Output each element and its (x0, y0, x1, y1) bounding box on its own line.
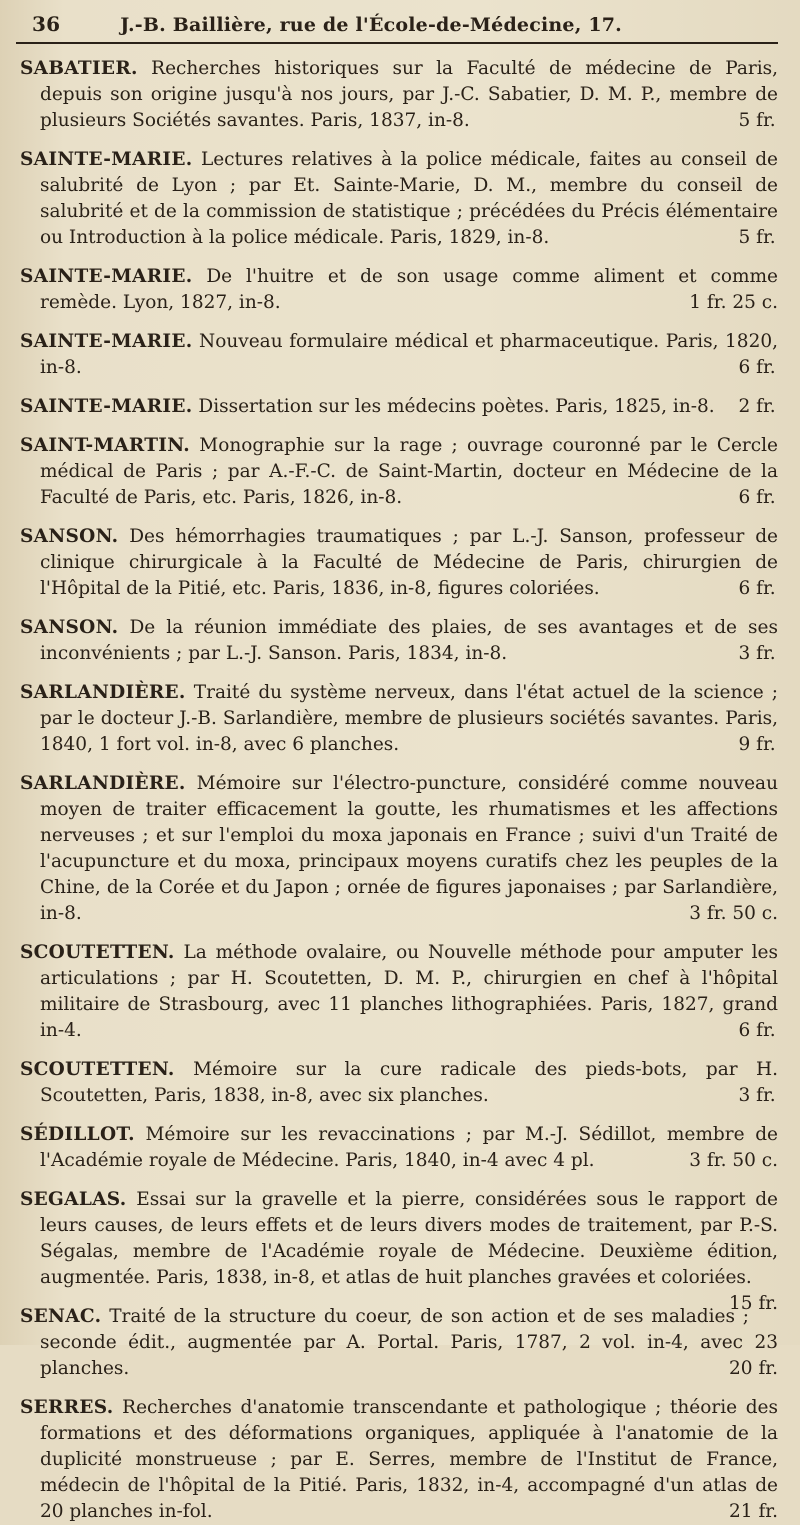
entry-author: SÉDILLOT. (20, 1124, 135, 1145)
entry-author: SCOUTETTEN. (20, 1059, 175, 1080)
entry-price: 5 fr. (738, 227, 776, 248)
page-header (14, 12, 778, 38)
entry-price: 6 fr. (738, 487, 776, 508)
entry-price: 6 fr. (738, 578, 776, 599)
entry-price: 3 fr. (738, 643, 776, 664)
entry-description: Traité de la structure du coeur, de son action et de ses maladies ; seconde édit., augmentée par A. Portal. Paris, 1787, 2 vol. in-4, avec 23 planches. (40, 1306, 778, 1379)
entry-description: De l'huitre et de son usage comme aliment et comme remède. Lyon, 1827, in-8. (40, 266, 778, 313)
entry-description: Traité du système nerveux, dans l'état actuel de la science ; par le docteur J.-B. Sarlandière, membre de plusieurs sociétés savantes. Paris, 1840, 1 fort vol. in-8, avec 6 planches. (40, 682, 778, 755)
entry-author: SERRES. (20, 1397, 114, 1418)
entry-author: SAINTE-MARIE. (20, 331, 193, 352)
entry-price: 20 fr. (729, 1358, 778, 1379)
entry-author: SENAC. (20, 1306, 102, 1327)
entry-description: Recherches d'anatomie transcendante et pathologique ; théorie des formations et des déformations organiques, appliquée à l'anatomie de la duplicité monstrueuse ; par E. Serres, membre de l'Institut de France, médecin de l'hôpital de la Pitié. Paris, 1832, in-4, accompagné d'un atlas de 20 planches in-fol. (40, 1397, 778, 1522)
entry-author: SAINTE-MARIE. (20, 266, 193, 287)
entry-description: Lectures relatives à la police médicale, faites au conseil de salubrité de Lyon ; par Et. Sainte-Marie, D. M., membre du conseil de salubrité et de la commission de statistique ; précédées du Précis élémentaire ou Introduction à la police médicale. Paris, 1829, in-8. (40, 149, 779, 248)
catalog-entry (14, 147, 778, 251)
catalog-entry (14, 433, 778, 511)
entry-description: Recherches historiques sur la Faculté de médecine de Paris, depuis son origine jusqu'à nos jours, par J.-C. Sabatier, D. M. P., membre de plusieurs Sociétés savantes. Paris, 1837, in-8. (40, 58, 778, 131)
catalog-entry (14, 771, 778, 927)
entry-description: La méthode ovalaire, ou Nouvelle méthode pour amputer les articulations ; par H. Scoutetten, D. M. P., chirurgien en chef à l'hôpital militaire de Strasbourg, avec 11 planches lithographiées. Paris, 1827, grand in-4. (40, 942, 778, 1041)
entry-price: 21 fr. (729, 1501, 778, 1522)
entry-author: SAINTE-MARIE. (20, 396, 193, 417)
catalog-entry (14, 940, 778, 1044)
catalog-entry (14, 680, 778, 758)
catalog-entry (14, 1395, 778, 1525)
entry-description: Essai sur la gravelle et la pierre, considérées sous le rapport de leurs causes, de leurs effets et de leurs divers modes de traitement, par P.-S. Ségalas, membre de l'Académie royale de Médecine. Deuxième édition, augmentée. Paris, 1838, in-8, et atlas de huit planches gravées et coloriées. (40, 1189, 778, 1288)
page-number: 36 (32, 12, 61, 36)
catalog-entry (14, 56, 778, 134)
entry-price: 6 fr. (738, 357, 776, 378)
catalog-entry (14, 329, 778, 381)
entry-price: 15 fr. (729, 1293, 778, 1314)
entry-price: 1 fr. 25 c. (689, 292, 778, 313)
catalog-entry (14, 1304, 778, 1382)
entry-description: Monographie sur la rage ; ouvrage couronné par le Cercle médical de Paris ; par A.-F.-C. de Saint-Martin, docteur en Médecine de la Faculté de Paris, etc. Paris, 1826, in-8. (40, 435, 778, 508)
entry-price: 3 fr. (738, 1085, 776, 1106)
entry-description: De la réunion immédiate des plaies, de ses avantages et de ses inconvénients ; par L.-J. Sanson. Paris, 1834, in-8. (40, 617, 778, 664)
entry-author: SAINT-MARTIN. (20, 435, 191, 456)
header-rule (16, 42, 778, 44)
entry-price: 6 fr. (738, 1020, 776, 1041)
running-head: J.-B. Baillière, rue de l'École-de-Médecine, 17. (120, 14, 622, 36)
catalog-entry (14, 1122, 778, 1174)
catalog-entry (14, 615, 778, 667)
entry-author: SANSON. (20, 617, 119, 638)
entry-price: 2 fr. (738, 396, 776, 417)
entry-author: SARLANDIÈRE. (20, 773, 186, 794)
entry-author: SAINTE-MARIE. (20, 149, 193, 170)
entry-description: Mémoire sur les revaccinations ; par M.-J. Sédillot, membre de l'Académie royale de Médecine. Paris, 1840, in-4 avec 4 pl. (40, 1124, 778, 1171)
entry-description: Nouveau formulaire médical et pharmaceutique. Paris, 1820, in-8. (40, 331, 779, 378)
catalog-entries (14, 56, 778, 1525)
catalog-entry (14, 1057, 778, 1109)
catalog-entry (14, 1187, 778, 1314)
entry-description: Des hémorrhagies traumatiques ; par L.-J. Sanson, professeur de clinique chirurgicale à la Faculté de Médecine de Paris, chirurgien de l'Hôpital de la Pitié, etc. Paris, 1836, in-8, figures coloriées. (40, 526, 778, 599)
entry-description: Dissertation sur les médecins poètes. Paris, 1825, in-8. (198, 396, 715, 417)
entry-author: SANSON. (20, 526, 119, 547)
catalog-entry (14, 394, 778, 420)
entry-price: 3 fr. 50 c. (689, 903, 778, 924)
entry-description: Mémoire sur la cure radicale des pieds-bots, par H. Scoutetten, Paris, 1838, in-8, avec six planches. (40, 1059, 779, 1106)
entry-author: SARLANDIÈRE. (20, 682, 186, 703)
catalog-entry (14, 264, 778, 316)
catalog-entry (14, 524, 778, 602)
entry-price: 5 fr. (738, 110, 776, 131)
entry-author: SCOUTETTEN. (20, 942, 175, 963)
entry-author: SEGALAS. (20, 1189, 127, 1210)
entry-author: SABATIER. (20, 58, 138, 79)
entry-price: 9 fr. (738, 734, 776, 755)
entry-price: 3 fr. 50 c. (689, 1150, 778, 1171)
entry-description: Mémoire sur l'électro-puncture, considéré comme nouveau moyen de traiter efficacement la goutte, les rhumatismes et les affections nerveuses ; et sur l'emploi du moxa japonais en France ; suivi d'un Traité de l'acupuncture et du moxa, principaux moyens curatifs chez les peuples de la Chine, de la Corée et du Japon ; ornée de figures japonaises ; par Sarlandière, in-8. (40, 773, 778, 924)
